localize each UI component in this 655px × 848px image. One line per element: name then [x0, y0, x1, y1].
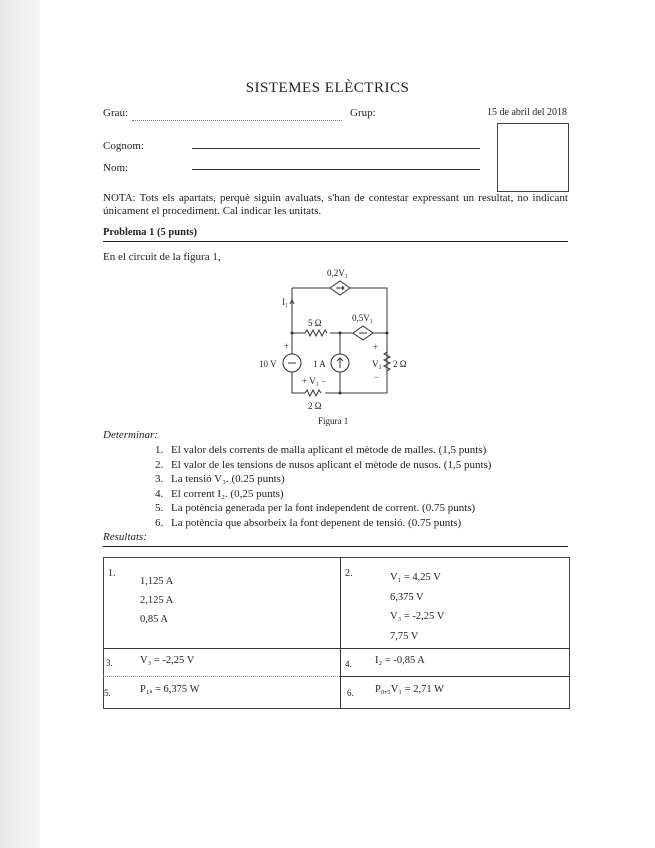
- result-6-value: P₀,₅V₁ = 2,71 W: [375, 684, 444, 695]
- grau-label: Grau:: [103, 107, 129, 119]
- label-dep-top: 0,2V₁: [327, 268, 348, 278]
- determinar-label: Determinar:: [103, 429, 158, 441]
- label-r2-bottom: 2 Ω: [308, 401, 322, 411]
- questions-list: [155, 443, 491, 530]
- label-v3: V₃: [372, 359, 382, 369]
- label-r5: 5 Ω: [308, 318, 322, 328]
- result-2-values: V₁ = 4,25 V 6,375 V V₃ = -2,25 V 7,75 V: [390, 572, 445, 642]
- label-v-src: 10 V: [259, 359, 277, 369]
- result-3-value: V₃ = -2,25 V: [140, 655, 195, 666]
- label-v1: + V₁ −: [302, 376, 327, 386]
- label-i-src: 1 A: [313, 359, 326, 369]
- svg-text:−: −: [374, 372, 380, 382]
- question-item: 6. La potència que absorbeix la font depenent de tensió. (0.75 punts): [155, 516, 462, 529]
- problem-heading: Problema 1 (5 punts): [103, 227, 198, 238]
- label-r2-right: 2 Ω: [393, 359, 407, 369]
- result-6-number: 6.: [347, 688, 354, 698]
- question-item: 5. La potència generada per la font independent de corrent. (0.75 punts): [155, 502, 476, 514]
- svg-text:+: +: [373, 342, 379, 352]
- label-i1: I₁: [282, 297, 289, 307]
- resistor-2-bottom: [305, 390, 321, 396]
- cognom-label: Cognom:: [103, 140, 144, 152]
- resistor-5: [305, 330, 327, 336]
- result-4-value: I₂ = -0,85 A: [375, 655, 425, 666]
- result-5-value: P₁ₐ = 6,375 W: [140, 684, 200, 695]
- result-2-number: 2.: [345, 568, 353, 579]
- problem-intro: En el circuit de la figura 1,: [103, 251, 221, 263]
- result-3-number: 3.: [106, 658, 113, 668]
- result-4-number: 4.: [345, 659, 352, 669]
- results-label: Resultats:: [103, 531, 147, 543]
- svg-text:+: +: [284, 341, 290, 351]
- label-dep-mid: 0,5V₁: [352, 313, 373, 323]
- result-5-number: 5.: [104, 688, 111, 698]
- question-item: 2. El valor de les tensions de nusos aplicant el mètode de nusos. (1,5 punts): [155, 458, 492, 471]
- page-title: SISTEMES ELÈCTRICS: [245, 80, 410, 96]
- exam-date: 15 de abril del 2018: [487, 107, 567, 118]
- question-item: 1. El valor dels corrents de malla aplicant el mètode de malles. (1,5 punts): [155, 444, 487, 456]
- result-1-values: 1,125 A 2,125 A 0,85 A: [140, 576, 174, 625]
- result-1-number: 1.: [108, 568, 116, 579]
- question-item: 3. La tensió V₃. (0.25 punts): [155, 473, 285, 485]
- nom-label: Nom:: [103, 162, 129, 174]
- figure-caption: Figura 1: [318, 416, 349, 426]
- nota-text: NOTA: Tots els apartats, perquè siguin avaluats, s'han de contestar expressant un resultat, no indicant únicament el procediment. Cal indicar les unitats.: [103, 192, 568, 217]
- grup-label: Grup:: [350, 107, 376, 119]
- results-rule: [103, 546, 568, 547]
- question-item: 4. El corrent I₂. (0,25 punts): [155, 487, 284, 500]
